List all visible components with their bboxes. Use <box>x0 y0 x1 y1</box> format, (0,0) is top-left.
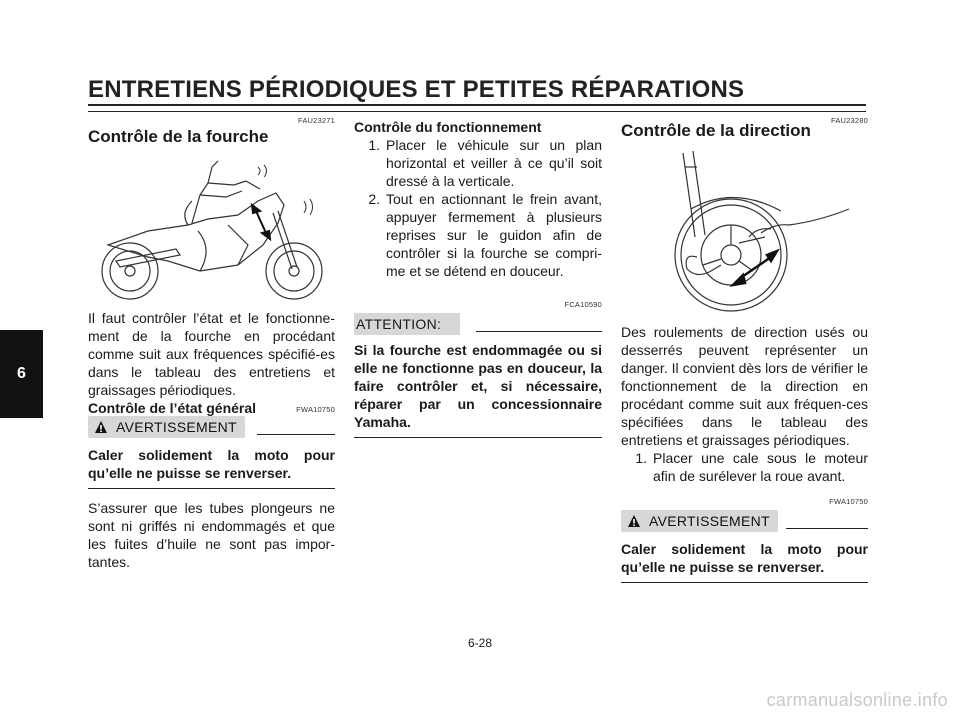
motorcycle-rider-icon <box>88 153 335 303</box>
steering-steps <box>621 449 868 485</box>
warning-text: Caler solidement la moto pour qu’elle ne puisse se renverser. <box>621 541 868 575</box>
subheading-general-state: Contrôle de l’état général <box>88 400 257 416</box>
step-text: Placer une cale sous le moteur afin de surélever la roue avant. <box>653 450 868 484</box>
warning-triangle-icon <box>94 420 108 434</box>
header-rule <box>88 104 866 112</box>
section-heading: Contrôle de la fourche <box>88 127 269 146</box>
ref-code: FAU23280 <box>830 116 868 125</box>
caution-badge: ATTENTION: <box>354 313 460 335</box>
page-section-title: ENTRETIENS PÉRIODIQUES ET PETITES RÉPARATIONS <box>88 76 745 103</box>
chapter-tab: 6 <box>0 330 43 418</box>
page-number: 6-28 <box>467 636 493 650</box>
front-wheel-hands-icon <box>621 147 868 315</box>
list-item <box>354 136 602 190</box>
intro-paragraph: Il faut contrôler l’état et le fonctionne-ment de la fourche en procédant comme suit aux fréquences spécifié-es dans le tableau des entretiens et graissages périodiques. <box>88 310 335 398</box>
warning-end-rule <box>621 582 868 583</box>
caution-text: Si la fourche est endommagée ou si elle ne fonctionne pas en douceur, la faire contrôler et, si nécessaire, réparer par un concessionnaire Yamaha. <box>354 342 602 430</box>
warning-code: FWA10750 <box>296 405 335 414</box>
column-operation-check <box>354 116 602 438</box>
caution-bar <box>354 313 602 335</box>
column-fork-check <box>88 116 335 571</box>
list-item <box>354 190 602 280</box>
warning-line <box>786 528 868 529</box>
step-number: 1. <box>368 137 380 153</box>
warning-code: FWA10750 <box>829 497 868 506</box>
steering-check-illustration <box>621 147 868 315</box>
step-text: Placer le véhicule sur un plan horizontal et veiller à ce qu’il soit dressé à la verticale. <box>386 137 602 189</box>
warning-triangle-icon <box>627 514 641 528</box>
caution-end-rule <box>354 437 602 438</box>
warning-label: AVERTISSEMENT <box>116 419 237 435</box>
warning-badge <box>621 510 778 532</box>
step-number: 1. <box>635 450 647 466</box>
motorcycle-fork-illustration <box>88 153 335 303</box>
steering-intro-paragraph: Des roulements de direction usés ou desserrés peuvent représenter un danger. Il convient dès lors de vérifier le fonctionnement de la direction en procédant comme suit aux fréquen-ces spécifiées dans le tableau des entretiens et graissages périodiques. <box>621 324 868 448</box>
warning-bar <box>88 416 335 438</box>
step-text: Tout en actionnant le frein avant, appuyer fermement à plusieurs reprises sur le guidon afin de contrôler si la fourche se compri-me et se détend en douceur. <box>386 191 602 279</box>
list-item <box>621 449 868 485</box>
watermark: carmanualsonline.info <box>766 690 948 710</box>
section-heading: Contrôle de la direction <box>621 121 811 140</box>
warning-bar <box>621 510 868 532</box>
warning-end-rule <box>88 488 335 489</box>
warning-label: AVERTISSEMENT <box>649 513 770 529</box>
warning-text: Caler solidement la moto pour qu’elle ne puisse se renverser. <box>88 447 335 481</box>
caution-code: FCA10590 <box>564 300 602 309</box>
ref-code: FAU23271 <box>297 116 335 125</box>
subheading-operation: Contrôle du fonctionnement <box>354 119 542 135</box>
warning-badge <box>88 416 245 438</box>
warning-line <box>257 434 335 435</box>
operation-steps <box>354 136 602 280</box>
check-tubes-paragraph: S’assurer que les tubes plongeurs ne sont ni griffés ni endommagés et que les fuites d’huile ne sont pas impor-tantes. <box>88 500 335 570</box>
column-steering-check <box>621 116 868 583</box>
caution-line <box>476 331 602 332</box>
step-number: 2. <box>368 191 380 207</box>
